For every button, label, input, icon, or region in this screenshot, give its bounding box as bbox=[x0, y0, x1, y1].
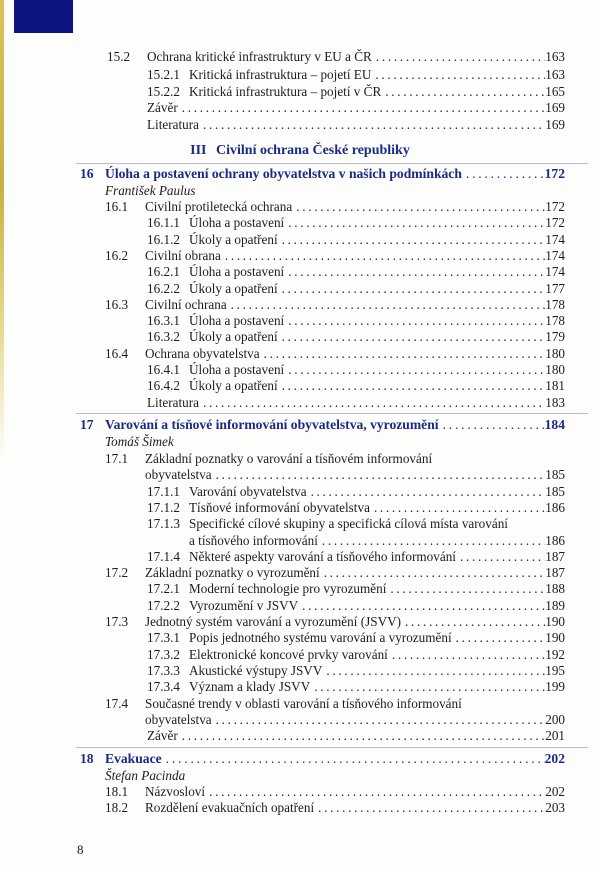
leader-dots bbox=[288, 215, 545, 231]
leader-dots bbox=[443, 417, 545, 433]
entry-page: 190 bbox=[545, 630, 565, 646]
toc-entry[interactable] bbox=[147, 215, 565, 231]
leader-dots bbox=[282, 378, 546, 394]
entry-number: 18.1 bbox=[105, 784, 129, 799]
leader-dots bbox=[326, 663, 545, 679]
chapter-title: Úloha a postavení ochrany obyvatelstva v našich podmínkách bbox=[105, 166, 462, 181]
leader-dots bbox=[296, 199, 545, 215]
entry-page: 174 bbox=[545, 231, 565, 247]
entry-title: Ochrana obyvatelstva bbox=[145, 345, 260, 361]
divider bbox=[76, 747, 588, 748]
leader-dots bbox=[314, 679, 545, 695]
entry-page: 174 bbox=[545, 264, 565, 280]
leader-dots bbox=[302, 598, 545, 614]
entry-title: Úloha a postavení bbox=[189, 215, 285, 231]
chapter-author: Štefan Pacinda bbox=[105, 768, 186, 783]
chapter-page: 202 bbox=[544, 751, 565, 766]
entry-page: 165 bbox=[545, 84, 565, 99]
entry-page: 174 bbox=[545, 247, 565, 263]
chapter-heading[interactable] bbox=[80, 166, 565, 182]
entry-number: 17.2.1 bbox=[147, 581, 180, 597]
entry-title: Úloha a postavení bbox=[189, 362, 285, 377]
entry-page: 177 bbox=[545, 280, 565, 296]
leader-dots bbox=[264, 346, 546, 362]
entry-title: Závěr bbox=[147, 728, 178, 744]
toc-entry[interactable] bbox=[147, 630, 565, 646]
toc-entry[interactable] bbox=[147, 378, 565, 394]
toc-entry[interactable] bbox=[105, 199, 565, 215]
entry-number: 16.3.2 bbox=[147, 329, 180, 345]
entry-page: 172 bbox=[545, 215, 565, 231]
entry-number: 17.2 bbox=[105, 565, 129, 581]
entry-title-continued: obyvatelstva bbox=[145, 711, 212, 727]
leader-dots bbox=[390, 581, 545, 597]
toc-entry[interactable] bbox=[147, 647, 565, 663]
entry-number: 16.3 bbox=[105, 296, 129, 312]
entry-page: 200 bbox=[545, 711, 565, 727]
entry-number: 16.1.2 bbox=[147, 231, 180, 247]
entry-number: 16.1.1 bbox=[147, 215, 180, 231]
entry-number: 17.1.3 bbox=[147, 516, 180, 532]
toc-entry[interactable] bbox=[147, 329, 565, 345]
toc-entry[interactable] bbox=[105, 346, 565, 362]
toc-entry[interactable] bbox=[147, 581, 565, 597]
chapter-number: 17 bbox=[80, 417, 94, 432]
chapter-author: Tomáš Šimek bbox=[105, 434, 174, 449]
entry-page: 188 bbox=[545, 581, 565, 597]
entry-page: 189 bbox=[545, 597, 565, 613]
entry-title: Civilní obrana bbox=[145, 247, 221, 263]
entry-title-continued: obyvatelstva bbox=[145, 467, 212, 483]
entry-number: 17.1.4 bbox=[147, 548, 180, 564]
entry-title: Úkoly a opatření bbox=[189, 329, 278, 345]
toc-entry[interactable] bbox=[105, 451, 565, 467]
entry-number: 17.1 bbox=[105, 451, 129, 466]
leader-dots bbox=[209, 784, 545, 800]
entry-page: 202 bbox=[545, 784, 565, 799]
entry-number: 16.4 bbox=[105, 345, 129, 361]
toc-entry[interactable] bbox=[107, 49, 565, 65]
leader-dots bbox=[182, 728, 545, 744]
toc-entry[interactable] bbox=[147, 281, 565, 297]
entry-page: 203 bbox=[545, 800, 565, 816]
toc-entry[interactable] bbox=[147, 500, 565, 516]
entry-page: 199 bbox=[545, 679, 565, 695]
toc-entry[interactable] bbox=[105, 565, 565, 581]
leader-dots bbox=[460, 549, 545, 565]
leader-dots bbox=[324, 565, 546, 581]
entry-number: 16.2.2 bbox=[147, 280, 180, 296]
leader-dots bbox=[166, 751, 545, 767]
toc-entry[interactable] bbox=[147, 362, 565, 378]
part-heading bbox=[0, 143, 600, 159]
entry-page: 163 bbox=[545, 67, 565, 82]
entry-title: Názvosloví bbox=[145, 784, 206, 799]
toc-entry[interactable] bbox=[147, 395, 565, 411]
chapter-title: Evakuace bbox=[105, 751, 162, 766]
leader-dots bbox=[288, 264, 545, 280]
leader-dots bbox=[216, 712, 546, 728]
leader-dots bbox=[385, 84, 545, 100]
leader-dots bbox=[182, 100, 545, 116]
entry-number: 16.3.1 bbox=[147, 313, 180, 329]
entry-title: Závěr bbox=[147, 100, 178, 115]
toc-entry[interactable] bbox=[147, 67, 565, 83]
leader-dots bbox=[376, 49, 545, 65]
entry-title: Význam a klady JSVV bbox=[189, 679, 311, 695]
entry-page: 183 bbox=[545, 394, 565, 410]
entry-page: 178 bbox=[545, 296, 565, 312]
entry-page: 187 bbox=[545, 548, 565, 564]
chapter-title: Varování a tísňové informování obyvatelstva, vyrozumění bbox=[105, 417, 439, 432]
leader-dots bbox=[288, 362, 545, 378]
entry-number: 17.2.2 bbox=[147, 597, 180, 613]
toc-entry[interactable] bbox=[147, 679, 565, 695]
entry-title: Úkoly a opatření bbox=[189, 280, 278, 296]
chapter-heading[interactable] bbox=[80, 417, 565, 433]
chapter-page: 184 bbox=[544, 417, 565, 432]
toc-entry-continuation[interactable] bbox=[147, 533, 565, 549]
leader-dots bbox=[318, 800, 545, 816]
leader-dots bbox=[203, 395, 545, 411]
entry-number: 17.3.4 bbox=[147, 679, 180, 695]
entry-number: 16.2 bbox=[105, 247, 129, 263]
leader-dots bbox=[216, 467, 546, 483]
toc-entry[interactable] bbox=[147, 516, 565, 532]
chapter-heading[interactable] bbox=[80, 751, 565, 767]
entry-page: 185 bbox=[545, 483, 565, 499]
entry-title: Vyrozumění v JSVV bbox=[189, 597, 299, 613]
toc-entry[interactable] bbox=[105, 696, 565, 712]
entry-title: Úkoly a opatření bbox=[189, 231, 278, 247]
entry-page: 169 bbox=[545, 117, 565, 132]
toc-entry[interactable] bbox=[147, 100, 565, 116]
entry-page: 186 bbox=[545, 532, 565, 548]
toc-entry[interactable] bbox=[147, 264, 565, 280]
part-number: III bbox=[190, 143, 207, 158]
entry-title: Specifické cílové skupiny a specifická cílová místa varování bbox=[189, 516, 508, 532]
entry-title: Ochrana kritické infrastruktury v EU a ČR bbox=[147, 49, 372, 64]
toc-entry[interactable] bbox=[147, 117, 565, 133]
toc-entry[interactable] bbox=[105, 784, 565, 800]
toc-entry[interactable] bbox=[147, 549, 565, 565]
leader-dots bbox=[375, 67, 545, 83]
toc-entry-continuation[interactable] bbox=[105, 712, 565, 728]
leader-dots bbox=[466, 166, 545, 182]
leader-dots bbox=[405, 614, 545, 630]
entry-title: Moderní technologie pro vyrozumění bbox=[189, 581, 387, 597]
page-number: 8 bbox=[77, 842, 84, 857]
entry-title-continued: a tísňového informování bbox=[189, 532, 318, 548]
entry-number: 15.2 bbox=[107, 49, 131, 64]
entry-title: Literatura bbox=[147, 117, 199, 132]
entry-number: 18.2 bbox=[105, 800, 129, 816]
entry-page: 201 bbox=[545, 728, 565, 744]
divider bbox=[76, 163, 588, 164]
entry-title: Rozdělení evakuačních opatření bbox=[145, 800, 315, 816]
entry-title: Jednotný systém varování a vyrozumění (JSVV) bbox=[145, 614, 402, 629]
leader-dots bbox=[311, 484, 546, 500]
chapter-number: 16 bbox=[80, 166, 94, 181]
leader-dots bbox=[288, 313, 545, 329]
entry-title: Literatura bbox=[147, 394, 199, 410]
corner-color-block bbox=[14, 0, 73, 33]
leader-dots bbox=[203, 117, 545, 133]
entry-number: 17.3.1 bbox=[147, 630, 180, 646]
toc-entry[interactable] bbox=[105, 614, 565, 630]
leader-dots bbox=[322, 533, 545, 549]
leader-dots bbox=[282, 329, 546, 345]
toc-entry[interactable] bbox=[147, 484, 565, 500]
entry-title: Akustické výstupy JSVV bbox=[189, 662, 323, 678]
entry-page: 179 bbox=[545, 329, 565, 345]
toc-entry[interactable] bbox=[147, 232, 565, 248]
toc-entry[interactable] bbox=[147, 663, 565, 679]
entry-title: Některé aspekty varování a tísňového informování bbox=[189, 548, 456, 564]
entry-page: 163 bbox=[545, 49, 565, 64]
entry-title: Základní poznatky o vyrozumění bbox=[145, 565, 320, 581]
entry-number: 16.4.1 bbox=[147, 362, 180, 377]
entry-title: Úloha a postavení bbox=[189, 313, 285, 329]
leader-dots bbox=[231, 297, 546, 313]
entry-title: Základní poznatky o varování a tísňovém informování bbox=[145, 451, 433, 466]
entry-title: Elektronické koncové prvky varování bbox=[189, 646, 388, 662]
leader-dots bbox=[282, 281, 546, 297]
part-title: Civilní ochrana České republiky bbox=[216, 143, 410, 158]
entry-page: 178 bbox=[545, 313, 565, 329]
entry-page: 192 bbox=[545, 646, 565, 662]
book-edge bbox=[0, 0, 4, 460]
entry-number: 16.1 bbox=[105, 199, 129, 214]
divider bbox=[76, 413, 588, 414]
entry-title: Úkoly a opatření bbox=[189, 378, 278, 394]
toc-entry[interactable] bbox=[147, 313, 565, 329]
entry-number: 17.4 bbox=[105, 695, 129, 711]
entry-number: 16.2.1 bbox=[147, 264, 180, 280]
entry-number: 17.3.2 bbox=[147, 646, 180, 662]
chapter-page: 172 bbox=[544, 166, 565, 181]
entry-page: 186 bbox=[545, 499, 565, 515]
entry-title: Popis jednotného systému varování a vyrozumění bbox=[189, 630, 452, 646]
toc-entry[interactable] bbox=[147, 84, 565, 100]
leader-dots bbox=[392, 647, 545, 663]
leader-dots bbox=[225, 248, 545, 264]
toc-entry[interactable] bbox=[105, 297, 565, 313]
entry-title: Kritická infrastruktura – pojetí v ČR bbox=[189, 84, 382, 99]
entry-page: 180 bbox=[545, 345, 565, 361]
entry-page: 172 bbox=[545, 199, 565, 214]
entry-title: Kritická infrastruktura – pojetí EU bbox=[189, 67, 372, 82]
entry-page: 180 bbox=[545, 362, 565, 377]
toc-entry-continuation[interactable] bbox=[105, 467, 565, 483]
entry-page: 190 bbox=[545, 614, 565, 629]
entry-title: Tísňové informování obyvatelstva bbox=[189, 499, 370, 515]
entry-number: 17.1.1 bbox=[147, 483, 180, 499]
entry-number: 17.3.3 bbox=[147, 662, 180, 678]
toc-entry[interactable] bbox=[147, 728, 565, 744]
entry-title: Varování obyvatelstva bbox=[189, 483, 307, 499]
entry-title: Současné trendy v oblasti varování a tísňového informování bbox=[145, 695, 462, 711]
toc-entry[interactable] bbox=[105, 800, 565, 816]
entry-page: 195 bbox=[545, 662, 565, 678]
entry-title: Úloha a postavení bbox=[189, 264, 285, 280]
entry-page: 169 bbox=[545, 100, 565, 115]
entry-number: 17.1.2 bbox=[147, 499, 180, 515]
entry-title: Civilní ochrana bbox=[145, 296, 227, 312]
entry-number: 15.2.2 bbox=[147, 84, 180, 99]
chapter-author: František Paulus bbox=[105, 183, 196, 198]
entry-number: 15.2.1 bbox=[147, 67, 180, 82]
entry-page: 181 bbox=[545, 378, 565, 394]
leader-dots bbox=[456, 630, 546, 646]
leader-dots bbox=[282, 232, 546, 248]
leader-dots bbox=[374, 500, 545, 516]
entry-page: 185 bbox=[545, 467, 565, 483]
toc-entry[interactable] bbox=[147, 598, 565, 614]
toc-entry[interactable] bbox=[105, 248, 565, 264]
entry-title: Civilní protiletecká ochrana bbox=[145, 199, 293, 214]
entry-number: 16.4.2 bbox=[147, 378, 180, 394]
entry-page: 187 bbox=[545, 565, 565, 581]
entry-number: 17.3 bbox=[105, 614, 129, 629]
chapter-number: 18 bbox=[80, 751, 94, 766]
